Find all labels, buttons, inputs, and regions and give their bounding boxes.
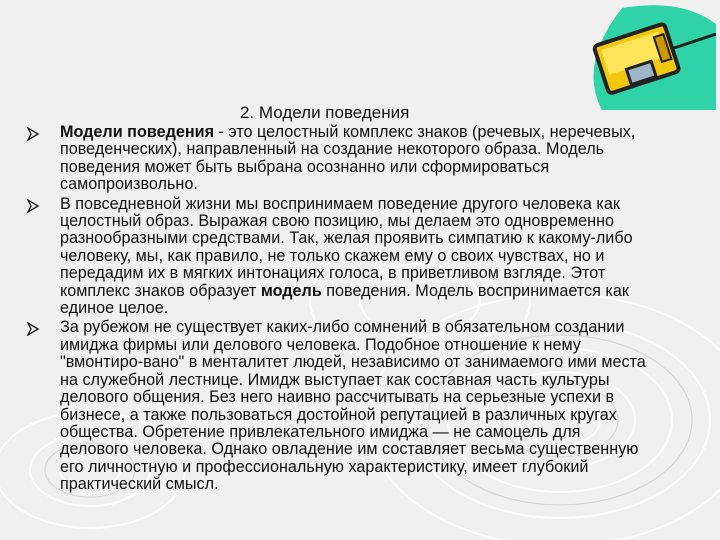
arrow-bullet-icon — [26, 199, 40, 213]
bullet-item — [12, 124, 652, 194]
bullet-item — [12, 196, 652, 318]
bullet-body-start: В повседневной жизни мы воспринимаем поведение другого человека как целостный образ. Выражая свою позицию, мы делаем это одновременно разнообразными средствами. Так, желая проявить симпатию к какому-либо человеку, мы, как правило, не только скажем ему о своих чувствах, но и передадим их в мягких интонациях голоса, в приветливом взгляде. Этот комплекс знаков образует — [60, 194, 633, 300]
bullet-item — [12, 319, 652, 493]
slide-title: 2. Модели поведения — [240, 103, 410, 122]
bullet-body-end: поведения. Модель воспринимается как единое целое. — [60, 281, 629, 318]
bullet-text — [60, 319, 652, 493]
bullet-body: - это целостный комплекс знаков (речевых, неречевых, поведенческих), направленный на создание некоторого образа. Модель поведения может быть выбрана осознанно или сформироваться самопроизвольно. — [60, 123, 636, 194]
arrow-bullet-icon — [26, 127, 40, 141]
arrow-bullet-icon — [26, 322, 40, 336]
bullet-emphasis: модель — [260, 281, 322, 300]
bullet-list — [12, 124, 652, 494]
bullet-text — [60, 124, 652, 194]
bullet-body: За рубежом не существует каких-либо сомнений в обязательном создании имиджа фирмы или делового человека. Подобное отношение к нему "вмонтиро-вано" в менталитет людей, независимо от занимаемого ими места на служебной лестнице. Имидж выступает как составная часть культуры делового общения. Без него наивно рассчитывать на серьезные успехи в бизнесе, а также пользоваться достойной репутацией в различных кругах общества. Обретение привлекательного имиджа — не самоцель для делового человека. Однако овладение им составляет весьма существенную его личностную и профессиональную характеристику, имеет глубокий практический смысл. — [60, 318, 646, 494]
bullet-text — [60, 196, 652, 318]
bullet-lead-term: Модели поведения — [60, 123, 215, 141]
